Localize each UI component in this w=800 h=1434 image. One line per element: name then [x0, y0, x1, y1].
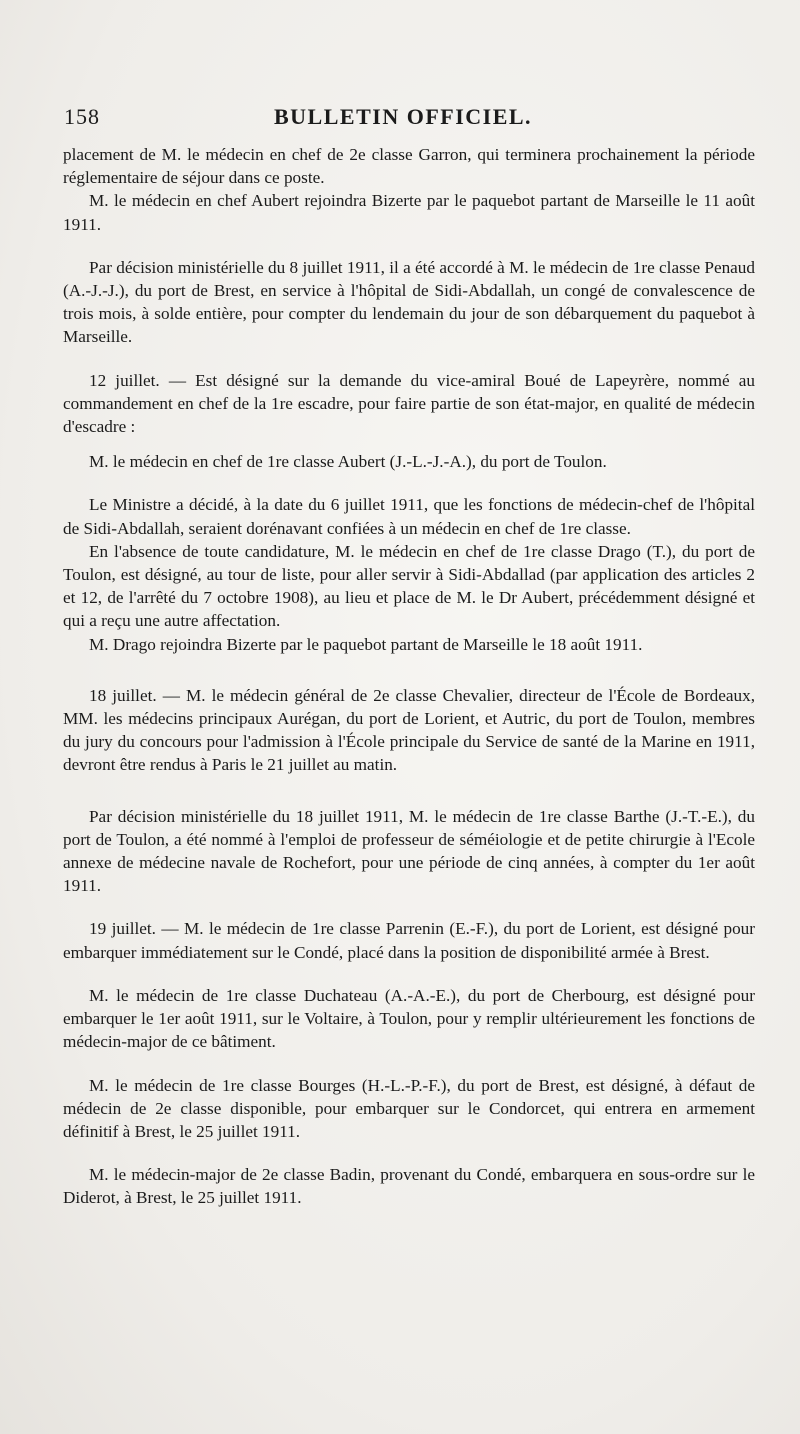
paragraph: placement de M. le médecin en chef de 2e classe Garron, qui terminera prochainement la période réglementaire de séjour dans ce poste.: [63, 145, 755, 188]
running-title: BULLETIN OFFICIEL.: [274, 104, 533, 129]
paragraph: En l'absence de toute candidature, M. le médecin en chef de 1re classe Drago (T.), du port de Toulon, est désigné, au tour de liste, pour aller servir à Sidi-Abdallad (par application des articles 2 et 12, de l'arrêté du 7 octobre 1908), au lieu et place de M. le Dr Aubert, précédemment désigné et qui a reçu une autre affectation.: [63, 541, 755, 631]
paragraph: M. le médecin en chef Aubert rejoindra Bizerte par le paquebot partant de Marseille le 11 août 1911.: [63, 191, 755, 234]
paragraph: 19 juillet. — M. le médecin de 1re classe Parrenin (E.-F.), du port de Lorient, est désigné pour embarquer immédiatement sur le Condé, placé dans la position de disponibilité armée à Brest.: [63, 919, 755, 962]
paragraph: Par décision ministérielle du 8 juillet 1911, il a été accordé à M. le médecin de 1re classe Penaud (A.-J.-J.), du port de Brest, en service à l'hôpital de Sidi-Abdallah, un congé de convalescence de trois mois, à solde entière, pour compter du lendemain du jour de son débarquement du paquebot à Marseille.: [63, 257, 755, 347]
paragraph: Le Ministre a décidé, à la date du 6 juillet 1911, que les fonctions de médecin-chef de l'hôpital de Sidi-Abdallah, seraient dorénavant confiées à un médecin en chef de 1re classe.: [63, 495, 755, 538]
page-header: [64, 104, 744, 134]
paragraph: 12 juillet. — Est désigné sur la demande du vice-amiral Boué de Lapeyrère, nommé au commandement en chef de la 1re escadre, pour faire partie de son état-major, en qualité de médecin d'escadre :: [63, 370, 755, 437]
body-text: [63, 143, 755, 1210]
paragraph: M. le médecin de 1re classe Duchateau (A.-A.-E.), du port de Cherbourg, est désigné pour embarquer le 1er août 1911, sur le Voltaire, à Toulon, pour y remplir ultérieurement les fonctions de médecin-major de ce bâtiment.: [63, 985, 755, 1052]
paragraph: M. Drago rejoindra Bizerte par le paquebot partant de Marseille le 18 août 1911.: [89, 634, 643, 654]
paragraph: M. le médecin de 1re classe Bourges (H.-L.-P.-F.), du port de Brest, est désigné, à défaut de médecin de 2e classe disponible, pour embarquer sur le Condorcet, qui entrera en armement définitif à Brest, le 25 juillet 1911.: [63, 1075, 755, 1141]
paragraph: 18 juillet. — M. le médecin général de 2e classe Chevalier, directeur de l'École de Bordeaux, MM. les médecins principaux Aurégan, du port de Lorient, et Autric, du port de Toulon, membres du jury du concours pour l'admission à l'École principale du Service de santé de la Marine en 1911, devront être rendus à Paris le 21 juillet au matin.: [63, 685, 755, 775]
paragraph: Par décision ministérielle du 18 juillet 1911, M. le médecin de 1re classe Barthe (J.-T.-E.), du port de Toulon, a été nommé à l'emploi de professeur de séméiologie et de petite chirurgie à l'Ecole annexe de médecine navale de Rochefort, pour une période de cinq années, à compter du 1er août 1911.: [63, 806, 755, 896]
page-number: 158: [64, 104, 100, 129]
paragraph: M. le médecin en chef de 1re classe Aubert (J.-L.-J.-A.), du port de Toulon.: [89, 452, 607, 472]
paragraph: M. le médecin-major de 2e classe Badin, provenant du Condé, embarquera en sous-ordre sur le Diderot, à Brest, le 25 juillet 1911.: [63, 1165, 755, 1208]
